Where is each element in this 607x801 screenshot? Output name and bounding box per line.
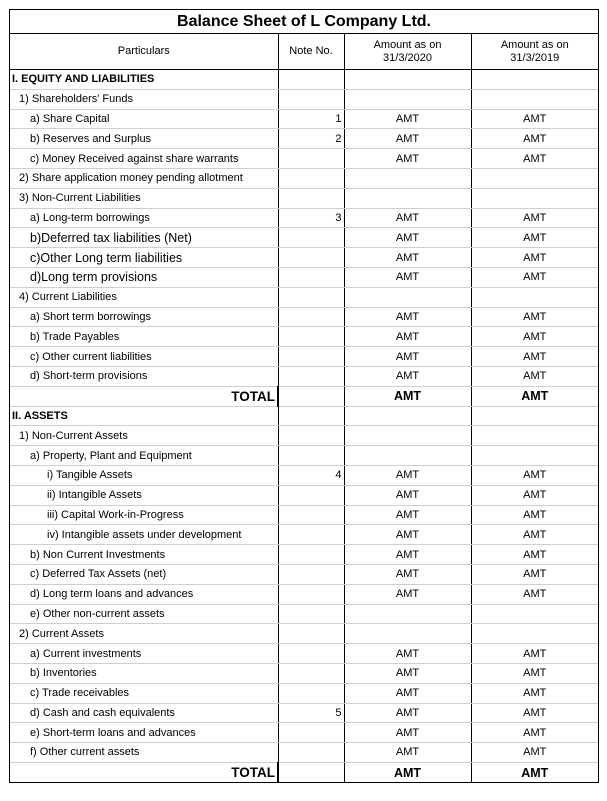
row-amount-2019 <box>471 188 598 208</box>
table-row <box>10 129 598 149</box>
row-note <box>278 327 344 347</box>
row-amount-2019: AMT <box>471 248 598 268</box>
table-row <box>10 485 598 505</box>
row-amount-2019 <box>471 89 598 109</box>
row-amount-2020: AMT <box>344 545 471 565</box>
table-row <box>10 287 598 307</box>
row-amount-2020 <box>344 426 471 446</box>
row-note <box>278 426 344 446</box>
row-label: 2) Share application money pending allotment <box>10 168 278 188</box>
row-note: 4 <box>278 465 344 485</box>
row-amount-2020: AMT <box>344 327 471 347</box>
row-amount-2019 <box>471 446 598 466</box>
row-note <box>278 762 344 782</box>
row-amount-2020: AMT <box>344 307 471 327</box>
row-amount-2019: AMT <box>471 545 598 565</box>
row-note <box>278 525 344 545</box>
row-amount-2020: AMT <box>344 228 471 248</box>
header-amount-2019 <box>471 34 598 70</box>
row-amount-2019: AMT <box>471 485 598 505</box>
row-amount-2019: AMT <box>471 525 598 545</box>
row-amount-2020: AMT <box>344 505 471 525</box>
table-row <box>10 604 598 624</box>
row-amount-2020: AMT <box>344 208 471 228</box>
total-row-assets <box>10 762 598 782</box>
row-amount-2019 <box>471 406 598 426</box>
row-label: b)Deferred tax liabilities (Net) <box>10 228 278 248</box>
row-amount-2020 <box>344 604 471 624</box>
row-amount-2019: AMT <box>471 723 598 743</box>
table-row <box>10 743 598 763</box>
row-note <box>278 149 344 169</box>
table-row <box>10 683 598 703</box>
row-note: 3 <box>278 208 344 228</box>
row-amount-2020: AMT <box>344 129 471 149</box>
table-row <box>10 465 598 485</box>
row-label: II. ASSETS <box>10 406 278 426</box>
row-label: iv) Intangible assets under development <box>10 525 278 545</box>
row-amount-2019: AMT <box>471 129 598 149</box>
header-amount-2019-line2: 31/3/2019 <box>510 51 560 64</box>
row-label: ii) Intangible Assets <box>10 485 278 505</box>
row-note <box>278 287 344 307</box>
row-note <box>278 644 344 664</box>
row-amount-2019: AMT <box>471 208 598 228</box>
row-note <box>278 307 344 327</box>
row-label: d) Cash and cash equivalents <box>10 703 278 723</box>
row-note <box>278 446 344 466</box>
row-note <box>278 168 344 188</box>
row-label: i) Tangible Assets <box>10 465 278 485</box>
row-note <box>278 366 344 386</box>
row-label: 3) Non-Current Liabilities <box>10 188 278 208</box>
row-label: b) Trade Payables <box>10 327 278 347</box>
table-row <box>10 406 598 426</box>
row-label: c)Other Long term liabilities <box>10 248 278 268</box>
row-amount-2019: AMT <box>471 267 598 287</box>
row-note <box>278 723 344 743</box>
row-label: b) Non Current Investments <box>10 545 278 565</box>
table-row <box>10 70 598 90</box>
table-row <box>10 723 598 743</box>
row-note <box>278 584 344 604</box>
row-label: iii) Capital Work-in-Progress <box>10 505 278 525</box>
row-amount-2019 <box>471 287 598 307</box>
row-note <box>278 188 344 208</box>
row-note <box>278 624 344 644</box>
row-amount-2019: AMT <box>471 584 598 604</box>
table-row <box>10 109 598 129</box>
row-label: d) Short-term provisions <box>10 366 278 386</box>
row-note: 5 <box>278 703 344 723</box>
header-amount-2020 <box>344 34 471 70</box>
row-amount-2020: AMT <box>344 347 471 367</box>
row-label: a) Property, Plant and Equipment <box>10 446 278 466</box>
balance-sheet <box>9 9 599 783</box>
row-amount-2019: AMT <box>471 347 598 367</box>
row-amount-2020: AMT <box>344 584 471 604</box>
row-note <box>278 267 344 287</box>
header-amount-2020-line2: 31/3/2020 <box>383 51 432 64</box>
row-label: a) Share Capital <box>10 109 278 129</box>
row-note: 1 <box>278 109 344 129</box>
row-amount-2020 <box>344 89 471 109</box>
table-row <box>10 564 598 584</box>
row-note <box>278 683 344 703</box>
row-label: a) Short term borrowings <box>10 307 278 327</box>
row-label: b) Reserves and Surplus <box>10 129 278 149</box>
row-amount-2019: AMT <box>471 683 598 703</box>
table-row <box>10 525 598 545</box>
table-row <box>10 89 598 109</box>
row-amount-2020: AMT <box>344 644 471 664</box>
row-label: e) Short-term loans and advances <box>10 723 278 743</box>
table-row <box>10 505 598 525</box>
row-amount-2020: AMT <box>344 465 471 485</box>
total-amount-2020: AMT <box>344 386 471 406</box>
row-amount-2020: AMT <box>344 663 471 683</box>
sheet-title: Balance Sheet of L Company Ltd. <box>10 10 598 34</box>
table-row <box>10 248 598 268</box>
table-row <box>10 149 598 169</box>
row-label: c) Trade receivables <box>10 683 278 703</box>
table-row <box>10 307 598 327</box>
row-amount-2019 <box>471 624 598 644</box>
table-row <box>10 426 598 446</box>
row-amount-2019 <box>471 426 598 446</box>
table-row <box>10 644 598 664</box>
row-amount-2020: AMT <box>344 267 471 287</box>
table-row <box>10 545 598 565</box>
row-amount-2020 <box>344 406 471 426</box>
row-amount-2020 <box>344 624 471 644</box>
row-amount-2019 <box>471 604 598 624</box>
table-row <box>10 347 598 367</box>
table-row <box>10 584 598 604</box>
row-amount-2020: AMT <box>344 564 471 584</box>
table-row <box>10 267 598 287</box>
row-amount-2020: AMT <box>344 703 471 723</box>
total-amount-2019: AMT <box>521 765 549 780</box>
row-amount-2020: AMT <box>344 525 471 545</box>
row-amount-2020 <box>344 446 471 466</box>
balance-sheet-table <box>10 34 598 782</box>
row-amount-2020: AMT <box>344 248 471 268</box>
row-label: 4) Current Liabilities <box>10 287 278 307</box>
row-label: c) Money Received against share warrants <box>10 149 278 169</box>
row-label: I. EQUITY AND LIABILITIES <box>10 70 278 90</box>
table-row <box>10 446 598 466</box>
table-row <box>10 188 598 208</box>
row-note <box>278 604 344 624</box>
row-label: a) Current investments <box>10 644 278 664</box>
table-row <box>10 327 598 347</box>
row-label: b) Inventories <box>10 663 278 683</box>
row-note <box>278 564 344 584</box>
table-row <box>10 624 598 644</box>
total-amount-2019: AMT <box>471 386 598 406</box>
row-label: c) Other current liabilities <box>10 347 278 367</box>
row-amount-2019: AMT <box>471 228 598 248</box>
total-label: TOTAL <box>10 762 278 782</box>
row-note <box>278 89 344 109</box>
row-amount-2020: AMT <box>344 366 471 386</box>
row-amount-2020 <box>344 188 471 208</box>
row-note: 2 <box>278 129 344 149</box>
row-amount-2019: AMT <box>471 663 598 683</box>
row-note <box>278 743 344 763</box>
table-row <box>10 208 598 228</box>
row-note <box>278 70 344 90</box>
row-note <box>278 347 344 367</box>
table-row <box>10 366 598 386</box>
row-amount-2020: AMT <box>344 149 471 169</box>
row-label: 1) Non-Current Assets <box>10 426 278 446</box>
row-amount-2019: AMT <box>471 564 598 584</box>
row-label: a) Long-term borrowings <box>10 208 278 228</box>
row-note <box>278 545 344 565</box>
table-row <box>10 228 598 248</box>
row-amount-2020 <box>344 70 471 90</box>
row-amount-2020: AMT <box>344 743 471 763</box>
row-amount-2019: AMT <box>471 149 598 169</box>
row-label: 1) Shareholders' Funds <box>10 89 278 109</box>
row-label: f) Other current assets <box>10 743 278 763</box>
row-amount-2019 <box>471 168 598 188</box>
row-amount-2020: AMT <box>344 683 471 703</box>
row-amount-2019: AMT <box>471 327 598 347</box>
row-amount-2019: AMT <box>471 505 598 525</box>
row-note <box>278 228 344 248</box>
row-note <box>278 248 344 268</box>
header-amount-2019-line1: Amount as on <box>500 38 569 51</box>
row-amount-2020: AMT <box>344 109 471 129</box>
row-amount-2020: AMT <box>344 485 471 505</box>
total-amount-2020: AMT <box>344 762 471 782</box>
row-note <box>278 386 344 406</box>
row-label: e) Other non-current assets <box>10 604 278 624</box>
row-note <box>278 663 344 683</box>
row-amount-2019: AMT <box>471 465 598 485</box>
total-label: TOTAL <box>10 386 278 406</box>
row-amount-2019: AMT <box>471 109 598 129</box>
row-label: d)Long term provisions <box>10 267 278 287</box>
row-label: c) Deferred Tax Assets (net) <box>10 564 278 584</box>
row-amount-2019: AMT <box>471 366 598 386</box>
row-amount-2019: AMT <box>471 703 598 723</box>
row-amount-2019 <box>471 70 598 90</box>
row-amount-2020: AMT <box>344 723 471 743</box>
row-label: d) Long term loans and advances <box>10 584 278 604</box>
row-amount-2019: AMT <box>471 644 598 664</box>
table-row <box>10 703 598 723</box>
row-amount-2019: AMT <box>471 743 598 763</box>
table-row <box>10 663 598 683</box>
header-amount-2020-line1: Amount as on <box>373 38 442 51</box>
total-row-liabilities <box>10 386 598 406</box>
row-label: 2) Current Assets <box>10 624 278 644</box>
header-particulars: Particulars <box>10 34 278 70</box>
row-note <box>278 406 344 426</box>
table-row <box>10 168 598 188</box>
row-amount-2020 <box>344 168 471 188</box>
header-note-no: Note No. <box>278 34 344 70</box>
row-note <box>278 505 344 525</box>
row-amount-2020 <box>344 287 471 307</box>
row-amount-2019: AMT <box>471 307 598 327</box>
row-note <box>278 485 344 505</box>
